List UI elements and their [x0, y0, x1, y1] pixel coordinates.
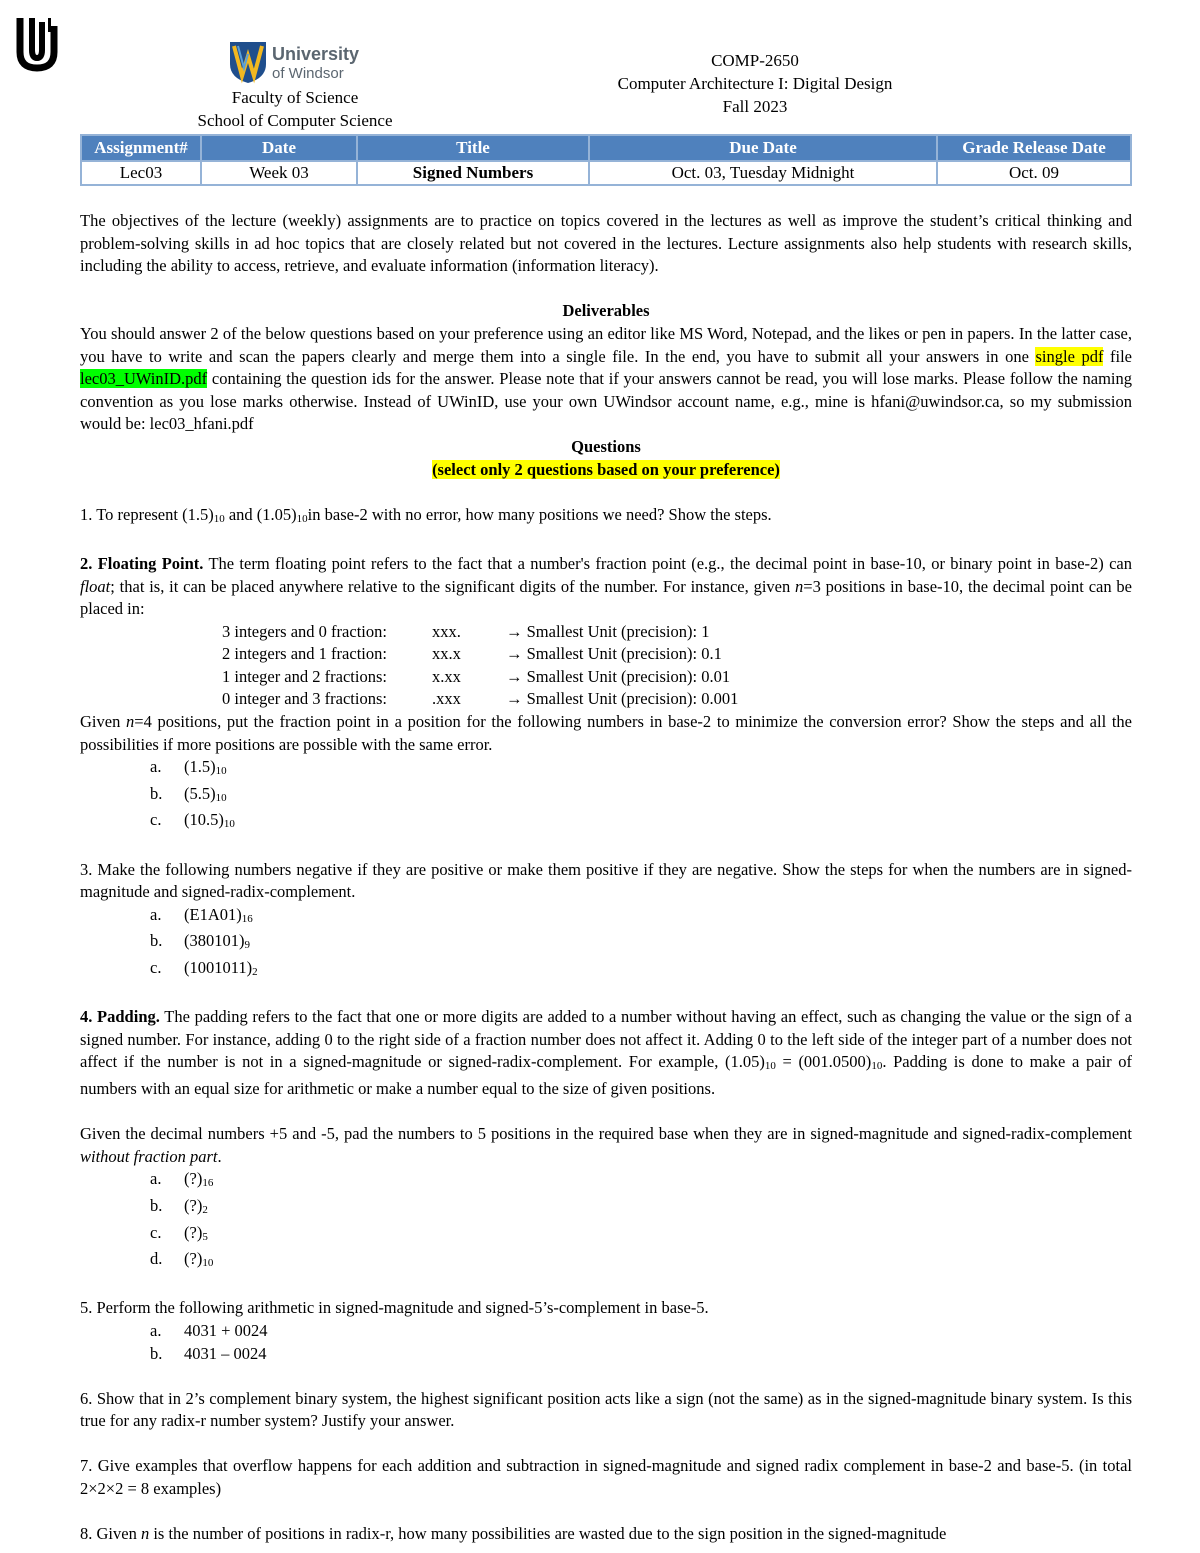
- list-item: b. $(?)_2$: [150, 1195, 208, 1216]
- question-5: 5. Perform the following arithmetic in signed-magnitude and signed-5’s-complement in base-5.: [80, 1298, 709, 1318]
- question-7: 7. Give examples that overflow happens for each addition and subtraction in signed-magnitude and signed radix complement in base-2 and base-5. (in total 2×2×2 = 8 examples): [80, 1456, 1132, 1499]
- list-item: a. 4031 + 0024: [150, 1320, 268, 1340]
- cell-title: Signed Numbers: [357, 161, 589, 185]
- list-item: a. $(E1A01)_{16}$: [150, 904, 253, 925]
- question-6: 6. Show that in 2’s complement binary system, the highest significant position acts like a sign (not the same) as in the signed-magnitude binary system. Is this true for any radix-r number system? Justify your answer.: [80, 1388, 1132, 1431]
- question-3-items: [80, 904, 1132, 984]
- precision-row: 2 integers and 1 fraction: xx.x → Smallest Unit (precision): 0.1: [222, 644, 722, 664]
- question-2: 2. Floating Point. The term floating point refers to the fact that a number's fraction point (e.g., the decimal point in base-10, or binary point in base-2) can float; that is, it can be placed anywhere relative to the significant digits of the number. For instance, given n=3 positions in base-10, the decimal point can be placed in:: [80, 553, 1132, 619]
- questions-heading: Questions: [571, 436, 641, 456]
- list-item: c. $(?)_5$: [150, 1222, 208, 1243]
- header-grade-release-date: Grade Release Date: [937, 135, 1131, 161]
- header-assignment: Assignment#: [81, 135, 201, 161]
- list-item: c. $(1001011)_2$: [150, 958, 258, 978]
- cell-assignment: Lec03: [81, 161, 201, 185]
- school-name: School of Computer Science: [197, 111, 393, 130]
- binder-clip-logo: [14, 14, 60, 74]
- highlight-filename: lec03_UWinID.pdf: [80, 369, 208, 389]
- course-name: Computer Architecture I: Digital Design: [617, 74, 893, 93]
- list-item: b. $(5.5)_{10}$: [150, 783, 227, 804]
- list-item: a. $(?)_{16}$: [150, 1169, 214, 1190]
- precision-row: 1 integer and 2 fractions: x.xx → Smallest Unit (precision): 0.01: [222, 666, 731, 686]
- intro-paragraph: The objectives of the lecture (weekly) assignments are to practice on topics covered in the lectures as well as improve the student’s critical thinking and problem-solving skills in ad hoc topics that are closely related but not covered in the lectures. Lecture assignments also help students with research skills, including the ability to access, retrieve, and evaluate information (information literacy).: [80, 211, 1132, 276]
- question-3: 3. Make the following numbers negative if they are positive or make them positive if they are negative. Show the steps for when the numbers are in signed-magnitude and signed-radix-complement.: [80, 859, 1132, 902]
- faculty-name: Faculty of Science: [231, 88, 359, 107]
- header-date: Date: [201, 135, 357, 161]
- question-5-items: [80, 1320, 1132, 1365]
- table-header-row: [81, 135, 1131, 161]
- table-row: [81, 161, 1131, 185]
- precision-table: [222, 621, 1132, 711]
- list-item: c. $(10.5)_{10}$: [150, 810, 235, 831]
- university-name-line2: of Windsor: [272, 65, 344, 82]
- cell-grade-release-date: Oct. 09: [937, 161, 1131, 185]
- deliverables-paragraph: You should answer 2 of the below questions based on your preference using an editor like MS Word, Notepad, and the likes or pen in papers. In the latter case, you have to write and scan the papers clearly and merge them into a single file. In the end, you have to submit all your answers in one single pdf file lec03_UWinID.pdf containing the question ids for the answer. Please note that if your answers cannot be read, you will lose marks. Please follow the naming convention as you lose marks otherwise. Instead of UWinID, use your own UWindsor account name, e.g., mine is hfani@uwindsor.ca, so my submission would be: lec03_hfani.pdf: [80, 323, 1132, 434]
- precision-row: 3 integers and 0 fraction: xxx. → Smallest Unit (precision): 1: [222, 621, 710, 641]
- document-header: [80, 38, 1132, 134]
- header-due-date: Due Date: [589, 135, 937, 161]
- question-4-items: [80, 1168, 1132, 1274]
- header-title: Title: [357, 135, 589, 161]
- university-logo: [228, 38, 360, 86]
- deliverables-heading: Deliverables: [562, 301, 650, 321]
- university-name-line1: University: [272, 44, 360, 64]
- university-shield-icon: [228, 40, 268, 84]
- questions-subtitle: (select only 2 questions based on your preference): [432, 459, 780, 479]
- course-code: COMP-2650: [711, 51, 799, 70]
- list-item: b. 4031 – 0024: [150, 1343, 267, 1363]
- precision-row: 0 integer and 3 fractions: .xxx → Smallest Unit (precision): 0.001: [222, 689, 739, 709]
- question-4: 4. Padding. The padding refers to the fact that one or more digits are added to a number without having an effect, such as changing the value or the sign of a signed number. For instance, adding 0 to the right side of a fraction number does not affect it. Adding 0 to the left side of the integer part of a number does not affect if the number is not in a signed-magnitude or signed-radix-complement. For example, $(1.05)_{10} = (001.0500)_{10}$. Padding is done to make a pair of numbers with an equal size for arithmetic or make a number equal to the size of given positions.: [80, 1007, 1132, 1098]
- question-1: 1. To represent $(1.5)_{10}$ and $(1.05)_{10}in$ base-2 with no error, how many positions we need? Show the steps.: [80, 504, 772, 525]
- document-body: [80, 210, 1132, 1546]
- term: Fall 2023: [722, 97, 788, 116]
- cell-date: Week 03: [201, 161, 357, 185]
- assignment-info-table: [80, 134, 1132, 186]
- list-item: b. $(380101)_9$: [150, 931, 250, 952]
- question-4-given: Given the decimal numbers +5 and -5, pad the numbers to 5 positions in the required base when they are in signed-magnitude and signed-radix-complement without fraction part.: [80, 1124, 1132, 1166]
- cell-due-date: Oct. 03, Tuesday Midnight: [589, 161, 937, 185]
- question-2-given: Given n=4 positions, put the fraction point in a position for the following numbers in base-2 to minimize the conversion error? Show the steps and all the possibilities if more positions are possible with the same error.: [80, 712, 1132, 754]
- list-item: a. $(1.5)_{10}$: [150, 757, 227, 778]
- question-8: 8. Given n is the number of positions in radix-r, how many possibilities are wasted due to the sign position in the signed-magnitude: [80, 1524, 947, 1544]
- list-item: d. $(?)_{10}$: [150, 1249, 214, 1270]
- question-2-items: [80, 756, 1132, 836]
- highlight-single-pdf: single pdf: [1035, 346, 1104, 366]
